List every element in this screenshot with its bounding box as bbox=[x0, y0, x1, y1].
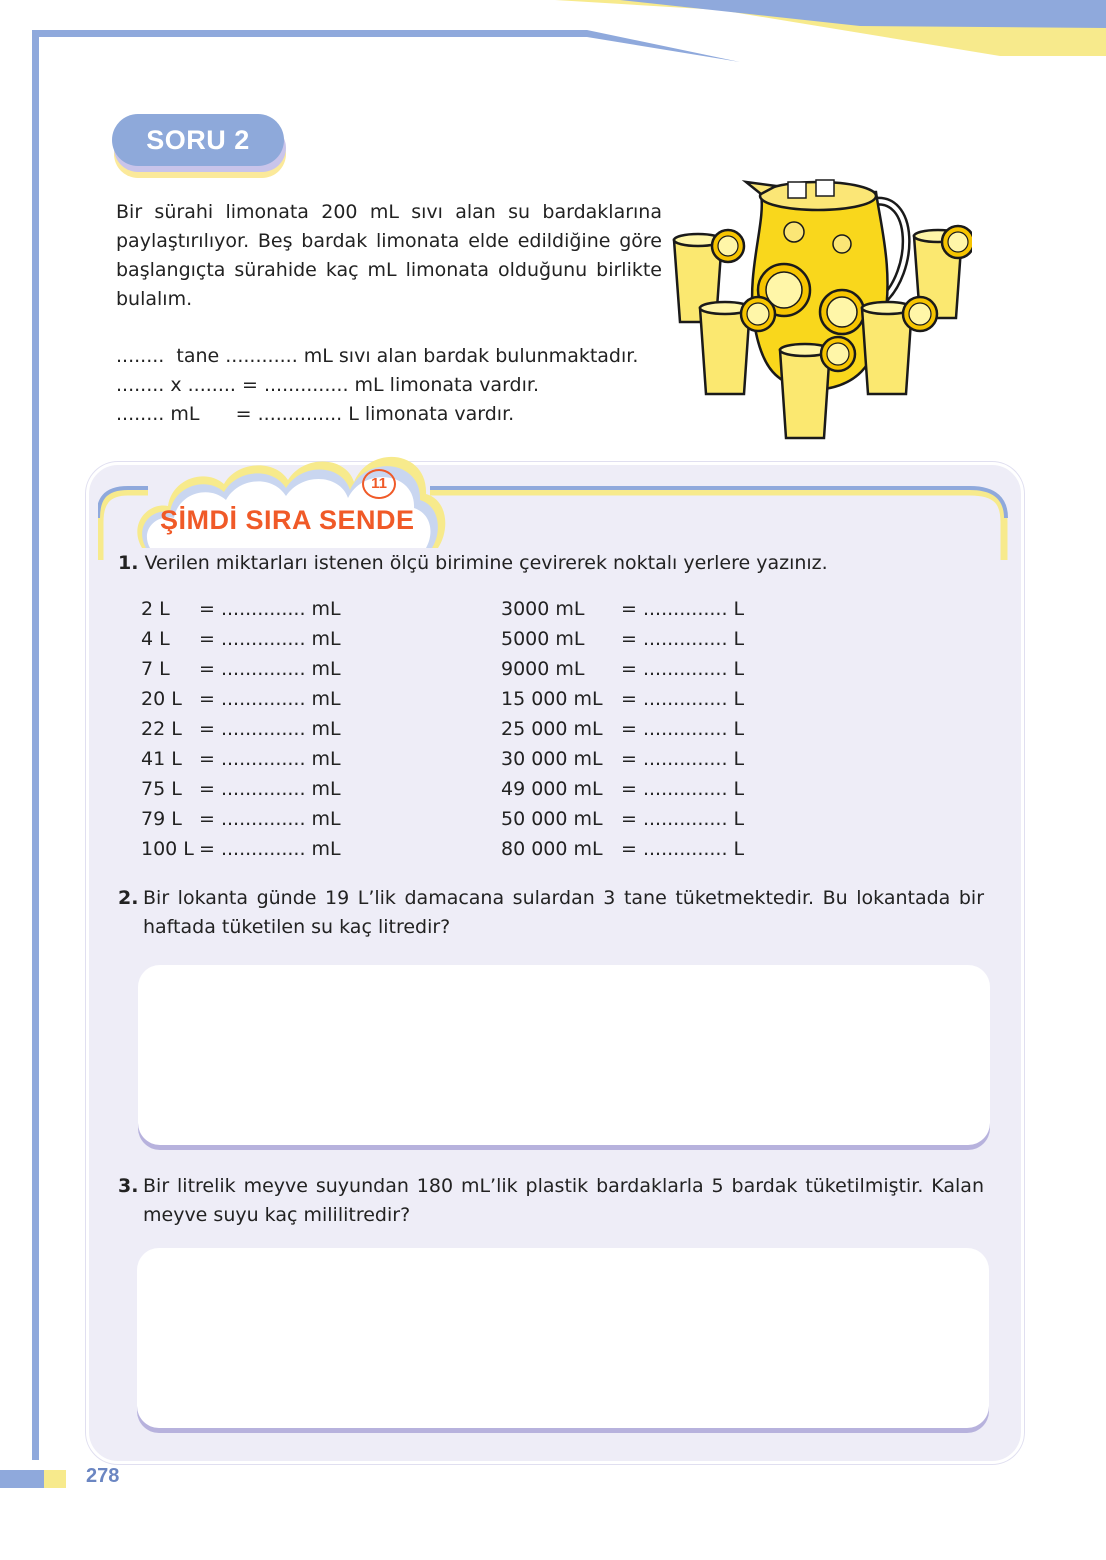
footer-accent-blue bbox=[0, 1470, 44, 1488]
question-1-text: Verilen miktarları istenen ölçü birimine çevirerek noktalı yerlere yazınız. bbox=[144, 552, 828, 574]
footer-accent-yellow bbox=[44, 1470, 66, 1488]
question-3-number: 3. bbox=[118, 1175, 139, 1197]
conversion-row: 20 L = .............. mL bbox=[141, 688, 341, 710]
fill-line: ........ tane ............ mL sıvı alan bardak bulunmaktadır. bbox=[116, 345, 639, 367]
question-2-text: Bir lokanta günde 19 L’lik damacana sulardan 3 tane tüketmektedir. Bu lokantada bir haftada tüketilen su kaç litredir? bbox=[143, 887, 984, 938]
conversion-row: 9000 mL = .............. L bbox=[501, 658, 745, 680]
conversion-row: 41 L = .............. mL bbox=[141, 748, 341, 770]
page-number: 278 bbox=[86, 1465, 120, 1487]
conversion-row: 5000 mL = .............. L bbox=[501, 628, 745, 650]
conversion-row: 2 L = .............. mL bbox=[141, 598, 341, 620]
conversion-row: 50 000 mL = .............. L bbox=[501, 808, 745, 830]
activity-number: 11 bbox=[362, 469, 396, 499]
conversion-row: 79 L = .............. mL bbox=[141, 808, 341, 830]
header-decoration bbox=[0, 0, 1106, 70]
question-3-text: Bir litrelik meyve suyundan 180 mL’lik plastik bardaklarla 5 bardak tüketilmiştir. Kalan meyve suyu kaç mililitredir? bbox=[143, 1175, 984, 1226]
conversion-list-milliliters bbox=[501, 594, 821, 864]
question-badge-label: SORU 2 bbox=[146, 125, 250, 155]
conversion-row: 15 000 mL = .............. L bbox=[501, 688, 745, 710]
conversion-row: 49 000 mL = .............. L bbox=[501, 778, 745, 800]
fill-line: ........ x ........ = .............. mL limonata vardır. bbox=[116, 374, 540, 396]
conversion-list-liters bbox=[141, 594, 441, 864]
conversion-row: 7 L = .............. mL bbox=[141, 658, 341, 680]
fill-in-lines bbox=[116, 342, 676, 429]
answer-box-question-3[interactable] bbox=[137, 1248, 989, 1428]
conversion-row: 80 000 mL = .............. L bbox=[501, 838, 745, 860]
panel-header-accent-right bbox=[430, 478, 1010, 560]
conversion-row: 25 000 mL = .............. L bbox=[501, 718, 745, 740]
intro-paragraph: Bir sürahi limonata 200 mL sıvı alan su bardaklarına paylaştırılıyor. Beş bardak limonata elde edildiğine göre başlangıçta sürahide kaç mL limonata olduğunu birlikte bulalım. bbox=[116, 201, 662, 310]
question-badge bbox=[112, 114, 288, 180]
question-1 bbox=[118, 549, 978, 577]
question-1-number: 1. bbox=[118, 552, 139, 574]
conversion-row: 4 L = .............. mL bbox=[141, 628, 341, 650]
page-frame-left bbox=[32, 30, 39, 1460]
fill-line: ........ mL = .............. L limonata vardır. bbox=[116, 403, 515, 425]
conversion-row: 22 L = .............. mL bbox=[141, 718, 341, 740]
lemonade-pitcher-and-glasses-illustration bbox=[666, 162, 972, 446]
conversion-row: 30 000 mL = .............. L bbox=[501, 748, 745, 770]
conversion-row: 75 L = .............. mL bbox=[141, 778, 341, 800]
conversion-row: 100 L = .............. mL bbox=[141, 838, 341, 860]
conversion-row: 3000 mL = .............. L bbox=[501, 598, 745, 620]
question-2-number: 2. bbox=[118, 887, 139, 909]
answer-box-question-2[interactable] bbox=[138, 965, 990, 1145]
activity-title: ŞİMDİ SIRA SENDE bbox=[160, 505, 415, 535]
